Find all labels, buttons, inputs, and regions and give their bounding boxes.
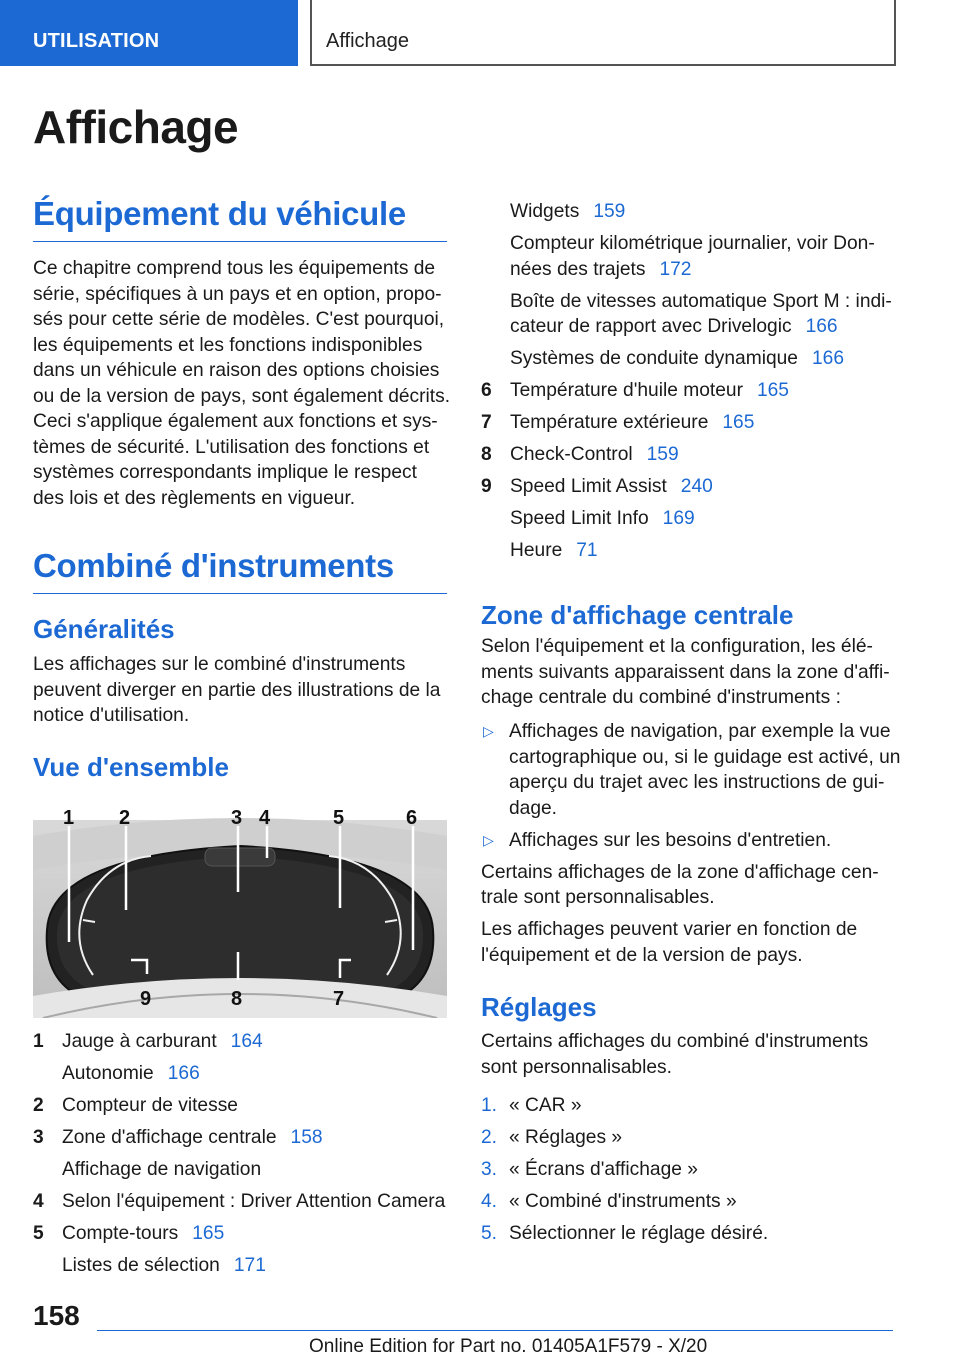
- item-text: Listes de sélection: [62, 1255, 220, 1276]
- item-number: 2: [33, 1095, 44, 1116]
- heading-vue-ensemble: Vue d'ensemble: [33, 752, 229, 782]
- page-reference-link[interactable]: 165: [192, 1223, 225, 1244]
- page-header: [0, 0, 960, 66]
- text-line: Affichages de navigation, par exemple la vue: [509, 721, 891, 742]
- step-item: [481, 1189, 901, 1215]
- step-item: [481, 1221, 901, 1247]
- legend-list-right: [481, 199, 901, 570]
- text-line: dage.: [509, 797, 558, 819]
- list-item: [481, 506, 901, 532]
- item-text: Autonomie: [62, 1063, 154, 1084]
- page-title: Affichage: [33, 101, 239, 153]
- heading-equipement: Équipement du véhicule: [33, 195, 447, 242]
- text-line: Ceci s'applique également aux fonctions et sys-: [33, 411, 438, 432]
- page-reference-link[interactable]: 165: [722, 412, 755, 433]
- page-reference-link[interactable]: 159: [593, 201, 626, 222]
- item-text: Température d'huile moteur: [510, 380, 743, 401]
- item-number: 5: [33, 1223, 44, 1244]
- text-line: ments suivants apparaissent dans la zone d'affi-: [481, 661, 890, 683]
- generalites-paragraph: [33, 652, 453, 729]
- item-number: 1: [33, 1031, 44, 1052]
- list-item: [33, 1189, 453, 1215]
- step-number: 5.: [481, 1223, 498, 1244]
- zone-outro-paragraph: [481, 860, 901, 911]
- item-text: Affichage de navigation: [62, 1159, 262, 1180]
- zone-intro-paragraph: [481, 634, 901, 711]
- item-text: Speed Limit Assist: [510, 476, 667, 497]
- triangle-bullet-icon: ▷: [483, 831, 494, 848]
- item-number: 9: [481, 476, 492, 497]
- instrument-cluster-illustration: [33, 800, 447, 1018]
- page-reference-link[interactable]: 158: [290, 1127, 323, 1148]
- item-text: Compte-tours: [62, 1223, 179, 1244]
- text-line: Ce chapitre comprend tous les équipements de: [33, 258, 436, 279]
- item-text: Heure: [510, 540, 563, 561]
- item-text: cateur de rapport avec Drivelogic: [510, 316, 792, 337]
- item-text: Widgets: [510, 201, 580, 222]
- figure-label: 3: [231, 807, 243, 829]
- list-item: [33, 1093, 453, 1119]
- page-reference-link[interactable]: 166: [805, 316, 838, 337]
- figure-label: 4: [259, 807, 271, 829]
- step-item: [481, 1093, 901, 1119]
- legend-list-left: [33, 1029, 453, 1285]
- step-number: 1.: [481, 1095, 498, 1116]
- list-item: [33, 1253, 453, 1279]
- heading-combine: Combiné d'instruments: [33, 547, 447, 594]
- list-item: [481, 378, 901, 404]
- text-line: l'équipement et de la version de pays.: [481, 944, 803, 966]
- text-line: tèmes de sécurité. L'utilisation des fonctions et: [33, 436, 430, 458]
- item-number: 7: [481, 412, 492, 433]
- page-reference-link[interactable]: 165: [756, 380, 789, 401]
- text-line: sont personnalisables.: [481, 1056, 672, 1078]
- page-reference-link[interactable]: 172: [659, 258, 692, 280]
- item-number: 4: [33, 1191, 44, 1212]
- text-line: peuvent diverger en partie des illustrations de la: [33, 679, 441, 701]
- text-line: Affichages sur les besoins d'entretien.: [509, 829, 832, 851]
- bullet-item: [481, 828, 901, 854]
- footer-edition-text: Online Edition for Part no. 01405A1F579 - X/20: [309, 1336, 708, 1357]
- step-number: 4.: [481, 1191, 498, 1212]
- item-number: 6: [481, 380, 492, 401]
- text-line: cartographique ou, si le guidage est activé, un: [509, 746, 901, 768]
- zone-outro-paragraph: [481, 917, 901, 968]
- text-line: Les affichages sur le combiné d'instruments: [33, 654, 406, 675]
- step-item: [481, 1125, 901, 1151]
- step-number: 3.: [481, 1159, 498, 1180]
- footer-divider: [97, 1330, 893, 1331]
- list-item: [481, 289, 901, 340]
- figure-label: 7: [333, 988, 345, 1010]
- text-line: Les affichages peuvent varier en fonction de: [481, 919, 858, 940]
- page-reference-link[interactable]: 164: [230, 1031, 263, 1052]
- page-reference-link[interactable]: 166: [811, 348, 844, 369]
- figure-label: 2: [119, 807, 131, 829]
- item-number: 3: [33, 1127, 44, 1148]
- item-text: Speed Limit Info: [510, 508, 649, 529]
- step-number: 2.: [481, 1127, 498, 1148]
- text-line: dans un véhicule en raison des options choisies: [33, 360, 440, 381]
- item-text: Selon l'équipement : Driver Attention Camera: [62, 1191, 446, 1212]
- text-line: les équipements et les fonctions indisponibles: [33, 334, 423, 356]
- text-line: des lois et des règlements en vigueur.: [33, 487, 356, 509]
- page-reference-link[interactable]: 159: [646, 444, 679, 465]
- item-text: nées des trajets: [510, 258, 646, 280]
- text-line: aperçu du trajet avec les instructions de gui-: [509, 772, 885, 793]
- text-line: chage centrale du combiné d'instruments :: [481, 687, 841, 708]
- item-text: Jauge à carburant: [62, 1031, 217, 1052]
- list-item: [33, 1061, 453, 1087]
- heading-generalites: Généralités: [33, 614, 175, 644]
- text-line: systèmes correspondants implique le respect: [33, 462, 417, 483]
- list-item: [33, 1125, 453, 1151]
- triangle-bullet-icon: ▷: [483, 723, 494, 739]
- text-line: notice d'utilisation.: [33, 705, 190, 726]
- item-text: Boîte de vitesses automatique Sport M : indi-: [510, 290, 892, 312]
- list-item: [481, 410, 901, 436]
- page-reference-link[interactable]: 171: [233, 1255, 266, 1276]
- list-item: [33, 1157, 453, 1183]
- equipement-paragraph: [33, 256, 453, 511]
- figure-label: 1: [63, 807, 75, 829]
- figure-label: 6: [406, 807, 418, 829]
- page-reference-link[interactable]: 240: [680, 476, 713, 497]
- page-header-title: Affichage: [310, 0, 896, 66]
- item-text: Systèmes de conduite dynamique: [510, 348, 798, 369]
- list-item: [33, 1029, 453, 1055]
- step-item: [481, 1157, 901, 1183]
- heading-reglages: Réglages: [481, 992, 597, 1022]
- text-line: sés pour cette série de modèles. C'est pourquoi,: [33, 309, 445, 330]
- text-line: trale sont personnalisables.: [481, 887, 715, 908]
- list-item: [481, 346, 901, 372]
- zone-bullet-list: [481, 719, 901, 968]
- figure-label: 8: [231, 988, 243, 1010]
- item-text: Compteur de vitesse: [62, 1095, 238, 1116]
- list-item: [481, 231, 901, 282]
- list-item: [481, 199, 901, 225]
- page-reference-link[interactable]: 166: [167, 1063, 200, 1084]
- page-reference-link[interactable]: 169: [662, 508, 695, 529]
- text-line: Selon l'équipement et la configuration, les élé-: [481, 636, 873, 657]
- list-item: [481, 474, 901, 500]
- reglages-intro-paragraph: [481, 1029, 901, 1080]
- list-item: [481, 538, 901, 564]
- list-item: [33, 1221, 453, 1247]
- reglages-steps-list: [481, 1093, 901, 1253]
- step-text: Sélectionner le réglage désiré.: [509, 1223, 769, 1244]
- item-text: Compteur kilométrique journalier, voir Don-: [510, 233, 875, 254]
- figure-label: 5: [333, 807, 345, 829]
- item-text: Check-Control: [510, 444, 633, 465]
- text-line: Certains affichages de la zone d'affichage cen-: [481, 861, 879, 883]
- page-reference-link[interactable]: 71: [576, 540, 598, 561]
- step-text: « CAR »: [509, 1095, 582, 1116]
- bullet-item: [481, 719, 901, 821]
- figure-label: 9: [140, 988, 152, 1010]
- text-line: Certains affichages du combiné d'instruments: [481, 1031, 869, 1052]
- item-text: Zone d'affichage centrale: [62, 1127, 277, 1148]
- step-text: « Écrans d'affichage »: [509, 1159, 698, 1180]
- text-line: ou de la version de pays, sont également décrits.: [33, 385, 451, 407]
- heading-zone-affichage: Zone d'affichage centrale: [481, 600, 794, 630]
- step-text: « Réglages »: [509, 1127, 623, 1148]
- list-item: [481, 442, 901, 468]
- page-number: 158: [33, 1300, 80, 1331]
- step-text: « Combiné d'instruments »: [509, 1191, 737, 1212]
- text-line: série, spécifiques à un pays et en option, propo-: [33, 283, 442, 305]
- item-number: 8: [481, 444, 492, 465]
- item-text: Température extérieure: [510, 412, 709, 433]
- section-tab[interactable]: UTILISATION: [0, 0, 298, 66]
